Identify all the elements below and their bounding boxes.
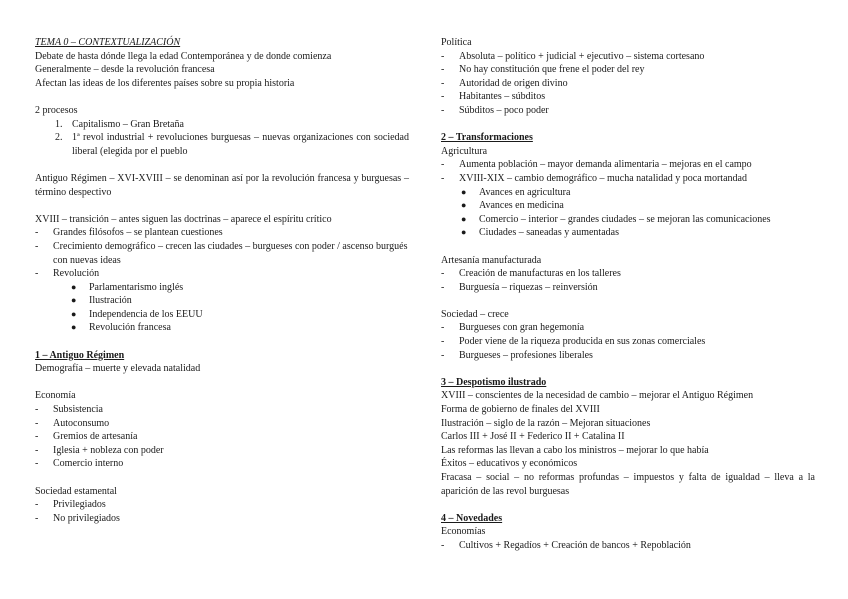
dash-marker: - xyxy=(441,322,445,334)
item-text: Habitantes – súbditos xyxy=(459,91,546,103)
dash-marker: - xyxy=(35,458,39,470)
dash-marker: - xyxy=(441,172,445,184)
bullet-icon: ● xyxy=(461,200,467,211)
economias-label: Economías xyxy=(441,526,486,538)
item-text: Independencia de los EEUU xyxy=(89,308,203,320)
list-item xyxy=(35,226,409,240)
list-item xyxy=(35,430,409,444)
item-text: Ilustración xyxy=(89,295,132,307)
spacer xyxy=(441,240,815,254)
list-item xyxy=(35,498,409,512)
bullet-icon: ● xyxy=(71,295,77,306)
item-text: Revolución xyxy=(53,268,100,280)
item-text: Creación de manufacturas en los talleres xyxy=(459,268,621,280)
text-line: Forma de gobierno de finales del XVIII xyxy=(441,404,600,416)
dash-marker: - xyxy=(441,336,445,348)
item-text: Poder viene de la riqueza producida en sus zonas comerciales xyxy=(459,336,706,348)
sociedad-label: Sociedad – crece xyxy=(441,308,509,320)
item-text: No privilegiados xyxy=(53,512,120,524)
spacer xyxy=(35,335,409,349)
right-column xyxy=(441,36,815,553)
dash-marker: - xyxy=(35,444,39,456)
bullet-item xyxy=(35,308,409,322)
dash-marker: - xyxy=(35,240,39,252)
bullet-item xyxy=(441,199,815,213)
text-line: Las reformas las llevan a cabo los ministros – mejorar lo que había xyxy=(441,444,709,456)
list-item xyxy=(441,90,815,104)
list-item xyxy=(35,267,409,281)
left-column xyxy=(35,36,409,525)
list-item xyxy=(35,240,409,267)
numbered-item xyxy=(35,118,409,132)
dash-marker: - xyxy=(441,159,445,171)
text-line: Afectan las ideas de los diferentes países sobre su propia historia xyxy=(35,77,295,89)
list-item xyxy=(35,457,409,471)
bullet-icon: ● xyxy=(71,281,77,292)
artesania-label: Artesanía manufacturada xyxy=(441,254,542,266)
bullet-icon: ● xyxy=(461,186,467,197)
procesos-label: 2 procesos xyxy=(35,104,78,116)
list-item xyxy=(35,512,409,526)
text-line: Debate de hasta dónde llega la edad Contemporánea y de donde comienza xyxy=(35,50,332,62)
item-text: XVIII-XIX – cambio demográfico – mucha natalidad y poca mortandad xyxy=(459,172,747,184)
dash-marker: - xyxy=(441,268,445,280)
item-text: Cultivos + Regadíos + Creación de bancos + Repoblación xyxy=(459,539,691,551)
dash-marker: - xyxy=(441,281,445,293)
economia-label: Economía xyxy=(35,390,76,402)
dash-marker: - xyxy=(441,91,445,103)
item-text: Ciudades – saneadas y aumentadas xyxy=(479,227,619,239)
text-line: XVIII – conscientes de la necesidad de cambio – mejorar el Antiguo Régimen xyxy=(441,390,754,402)
bullet-icon: ● xyxy=(461,213,467,224)
politica-label: Política xyxy=(441,37,472,48)
item-text: Crecimiento demográfico – crecen las ciudades – burgueses con poder / ascenso burgués con nuevas ideas xyxy=(53,240,408,266)
dash-marker: - xyxy=(35,417,39,429)
item-text: Privilegiados xyxy=(53,499,106,511)
spacer xyxy=(441,294,815,308)
item-number: 1. xyxy=(55,118,63,130)
dash-marker: - xyxy=(35,268,39,280)
xviii-line: XVIII – transición – antes siguen las doctrinas – aparece el espíritu crítico xyxy=(35,213,332,225)
numbered-item xyxy=(35,131,409,158)
list-item xyxy=(441,104,815,118)
bullet-item xyxy=(35,294,409,308)
item-text: Autoconsumo xyxy=(53,417,110,429)
dash-marker: - xyxy=(35,404,39,416)
dash-marker: - xyxy=(35,431,39,443)
dash-marker: - xyxy=(35,512,39,524)
sociedad-label: Sociedad estamental xyxy=(35,485,117,497)
spacer xyxy=(441,362,815,376)
list-item xyxy=(441,172,815,186)
item-text: Revolución francesa xyxy=(89,322,171,334)
item-text: Gremios de artesanía xyxy=(53,431,138,443)
item-text: Súbditos – poco poder xyxy=(459,104,549,116)
item-text: Absoluta – político + judicial + ejecutivo – sistema cortesano xyxy=(459,50,705,62)
list-item xyxy=(441,321,815,335)
spacer xyxy=(441,498,815,512)
bullet-item xyxy=(35,321,409,335)
item-text: Burgueses – profesiones liberales xyxy=(459,349,593,361)
dash-marker: - xyxy=(441,539,445,551)
item-text: Burguesía – riquezas – reinversión xyxy=(459,281,598,293)
item-text: Aumenta población – mayor demanda alimentaria – mejoras en el campo xyxy=(459,159,752,171)
fracasa-paragraph: Fracasa – social – no reformas profundas – impuestos y falta de igualdad – lleva a la aparición de las revol burguesas xyxy=(441,472,815,497)
bullet-icon: ● xyxy=(461,227,467,238)
item-text: Burgueses con gran hegemonía xyxy=(459,322,585,334)
dash-marker: - xyxy=(35,227,39,239)
list-item xyxy=(441,77,815,91)
item-text: Comercio – interior – grandes ciudades – se mejoran las comunicaciones xyxy=(479,213,771,225)
spacer xyxy=(441,118,815,132)
list-item xyxy=(35,444,409,458)
bullet-item xyxy=(441,226,815,240)
list-item xyxy=(441,50,815,64)
item-text: Subsistencia xyxy=(53,404,103,416)
list-item xyxy=(441,267,815,281)
section-title-novedades: 4 – Novedades xyxy=(441,512,503,524)
list-item xyxy=(441,158,815,172)
dash-marker: - xyxy=(441,77,445,89)
antiguo-regimen-paragraph: Antiguo Régimen – XVI-XVIII – se denominan así por la revolución francesa y burguesas – término despectivo xyxy=(35,172,409,198)
dash-marker: - xyxy=(441,349,445,361)
bullet-icon: ● xyxy=(71,308,77,319)
spacer xyxy=(35,199,409,213)
item-text: No hay constitución que frene el poder del rey xyxy=(459,64,645,76)
dash-marker: - xyxy=(441,50,445,62)
bullet-item xyxy=(35,281,409,295)
item-text: 1ª revol industrial + revoluciones burguesas – nuevas organizaciones con sociedad liberal (elegida por el pueblo xyxy=(72,132,409,157)
spacer xyxy=(35,471,409,485)
item-text: Parlamentarismo inglés xyxy=(89,281,184,293)
bullet-item xyxy=(441,186,815,200)
text-line: Carlos III + José II + Federico II + Catalina II xyxy=(441,431,625,443)
dash-marker: - xyxy=(35,499,39,511)
bullet-item xyxy=(441,213,815,227)
item-text: Avances en medicina xyxy=(479,200,564,212)
spacer xyxy=(35,158,409,172)
list-item xyxy=(441,335,815,349)
agricultura-label: Agricultura xyxy=(441,145,488,157)
spacer xyxy=(35,376,409,390)
section-title-despotismo: 3 – Despotismo ilustrado xyxy=(441,376,547,388)
text-line: Demografía – muerte y elevada natalidad xyxy=(35,363,201,375)
spacer xyxy=(35,90,409,104)
item-text: Autoridad de origen divino xyxy=(459,77,568,89)
text-line: Generalmente – desde la revolución francesa xyxy=(35,64,215,76)
section-title-transformaciones: 2 – Transformaciones xyxy=(441,132,533,144)
item-text: Iglesia + nobleza con poder xyxy=(53,444,164,456)
bullet-icon: ● xyxy=(71,322,77,333)
text-line: Éxitos – educativos y económicos xyxy=(441,458,578,470)
item-number: 2. xyxy=(55,132,63,144)
item-text: Grandes filósofos – se plantean cuestiones xyxy=(53,227,223,239)
list-item xyxy=(441,63,815,77)
list-item xyxy=(35,403,409,417)
list-item xyxy=(441,349,815,363)
dash-marker: - xyxy=(441,104,445,116)
text-line: Ilustración – siglo de la razón – Mejoran situaciones xyxy=(441,417,651,429)
item-text: Comercio interno xyxy=(53,458,124,470)
dash-marker: - xyxy=(441,64,445,76)
section-title-antiguo-regimen: 1 – Antiguo Régimen xyxy=(35,349,125,361)
list-item xyxy=(441,539,815,553)
item-text: Avances en agricultura xyxy=(479,186,571,198)
list-item xyxy=(35,417,409,431)
tema0-title: TEMA 0 – CONTEXTUALIZACIÓN xyxy=(35,37,181,48)
item-text: Capitalismo – Gran Bretaña xyxy=(72,118,184,130)
list-item xyxy=(441,281,815,295)
